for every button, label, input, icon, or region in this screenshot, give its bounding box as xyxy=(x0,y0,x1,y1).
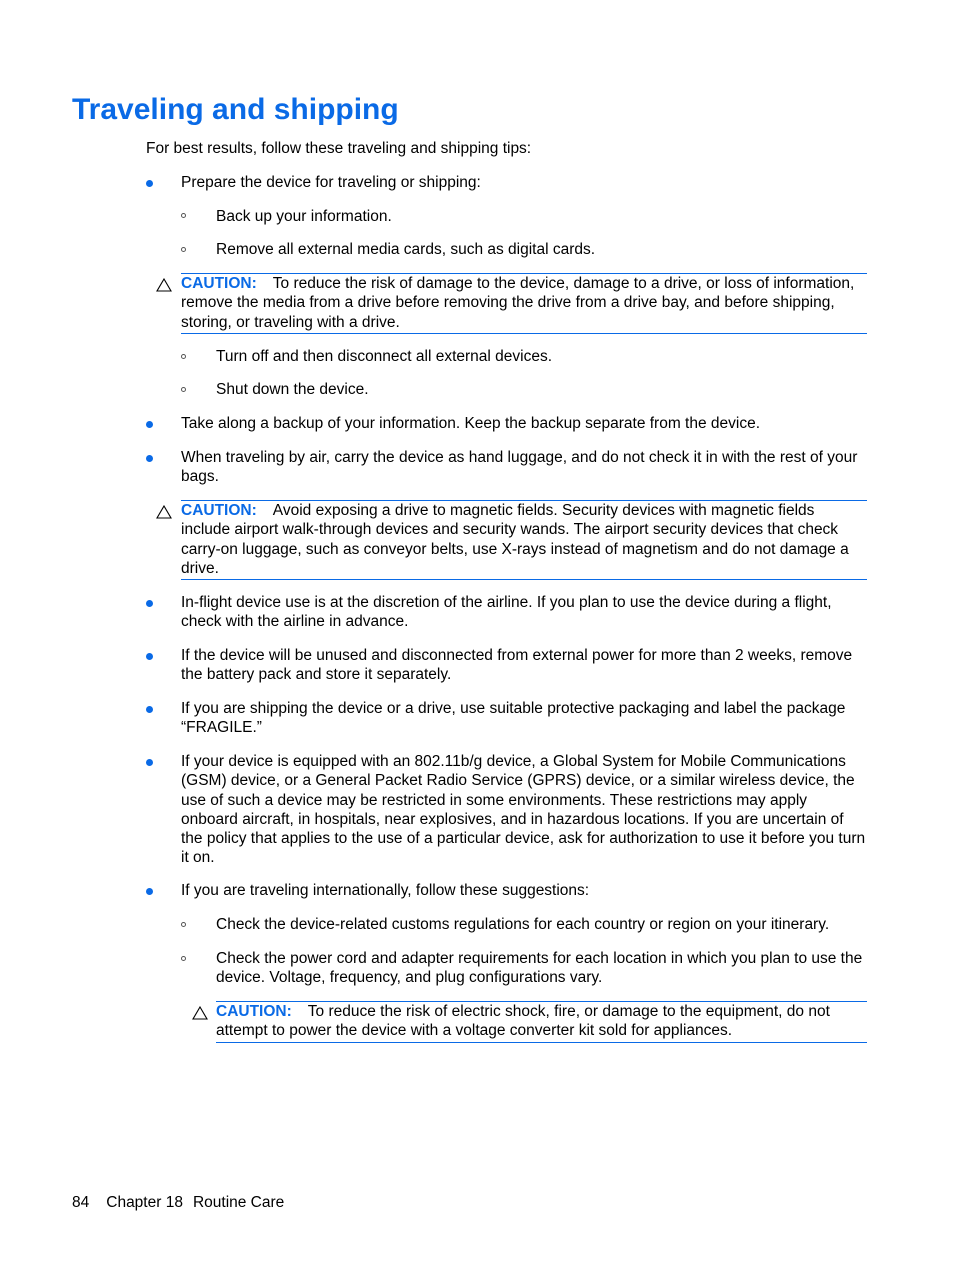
list-item-backup: Take along a backup of your information. Keep the backup separate from the device. xyxy=(181,415,761,432)
list-item-in-flight: In-flight device use is at the discretion of the airline. If you plan to use the device during a flight, check with the airline in advance. xyxy=(181,594,832,631)
caution-text: To reduce the risk of electric shock, fire, or damage to the equipment, do not attempt to power the device with a voltage converter kit sold for appliances. xyxy=(216,1003,830,1040)
list-item-international: If you are traveling internationally, follow these suggestions: xyxy=(181,882,590,899)
caution-text: Avoid exposing a drive to magnetic fields. Security devices with magnetic fields include airport walk-through devices and security wands. The airport security devices that check carry-on luggage, such as conveyor belts, use X-rays instead of magnetism and do not damage a drive. xyxy=(181,502,849,577)
caution-note xyxy=(181,273,867,334)
caution-label: CAUTION: xyxy=(181,275,257,292)
caution-label: CAUTION: xyxy=(181,502,257,519)
bullet-dot-icon xyxy=(146,653,153,660)
sub-item-disconnect: Turn off and then disconnect all external devices. xyxy=(216,348,553,365)
sub-bullet-circle-icon xyxy=(181,922,186,927)
list-item-wireless: If your device is equipped with an 802.11b/g device, a Global System for Mobile Communications (GSM) device, or a General Packet Radio Service (GPRS) device, or a similar wireless device, the use of such a device may be restricted in some environments. These restrictions may apply onboard aircraft, in hospitals, near explosives, and in hazardous locations. If you are uncertain of the policy that applies to the use of a particular device, ask for authorization to use it before you turn it on. xyxy=(181,753,866,867)
list-item-air-travel: When traveling by air, carry the device as hand luggage, and do not check it in with the rest of your bags. xyxy=(181,449,858,486)
bullet-dot-icon xyxy=(146,421,153,428)
chapter-label: Chapter 18 xyxy=(106,1194,183,1211)
page-footer xyxy=(72,1193,284,1212)
page-title: Traveling and shipping xyxy=(72,93,399,126)
bullet-dot-icon xyxy=(146,759,153,766)
list-item-battery: If the device will be unused and disconnected from external power for more than 2 weeks, remove the battery pack and store it separately. xyxy=(181,647,853,684)
sub-item-shutdown: Shut down the device. xyxy=(216,381,369,398)
caution-triangle-icon xyxy=(156,278,172,292)
caution-note xyxy=(181,500,867,580)
bullet-dot-icon xyxy=(146,600,153,607)
sub-bullet-circle-icon xyxy=(181,247,186,252)
sub-bullet-circle-icon xyxy=(181,213,186,218)
caution-label: CAUTION: xyxy=(216,1003,292,1020)
bullet-dot-icon xyxy=(146,180,153,187)
caution-triangle-icon xyxy=(192,1006,208,1020)
section-label: Routine Care xyxy=(192,1194,285,1211)
caution-triangle-icon xyxy=(156,505,172,519)
bullet-dot-icon xyxy=(146,888,153,895)
sub-bullet-circle-icon xyxy=(181,387,186,392)
caution-note xyxy=(216,1001,867,1043)
sub-item-remove-media: Remove all external media cards, such as digital cards. xyxy=(216,241,596,258)
list-item-prepare: Prepare the device for traveling or shipping: xyxy=(181,174,481,191)
page-number: 84 xyxy=(72,1194,90,1211)
sub-item-customs: Check the device-related customs regulations for each country or region on your itinerary. xyxy=(216,916,830,933)
caution-text: To reduce the risk of damage to the device, damage to a drive, or loss of information, remove the media from a drive before removing the drive from a drive bay, and before shipping, storing, or traveling with a drive. xyxy=(181,275,855,331)
sub-bullet-circle-icon xyxy=(181,354,186,359)
list-item-shipping: If you are shipping the device or a drive, use suitable protective packaging and label the package “FRAGILE.” xyxy=(181,700,846,737)
bullet-dot-icon xyxy=(146,706,153,713)
sub-bullet-circle-icon xyxy=(181,956,186,961)
sub-item-backup: Back up your information. xyxy=(216,208,392,225)
intro-text: For best results, follow these traveling and shipping tips: xyxy=(146,140,532,157)
bullet-dot-icon xyxy=(146,455,153,462)
sub-item-power-cord: Check the power cord and adapter requirements for each location in which you plan to use the device. Voltage, frequency, and plug configurations vary. xyxy=(216,950,863,987)
